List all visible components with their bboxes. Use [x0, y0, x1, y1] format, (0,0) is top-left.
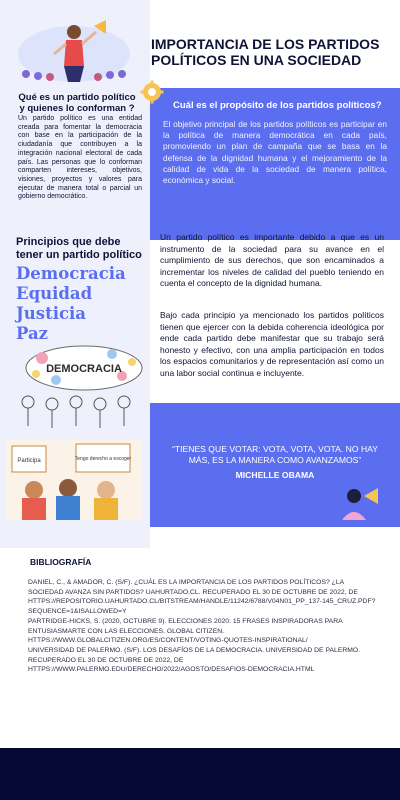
purpose-body: El objetivo principal de los partidos políticos es participar en la política de manera democrática en cada país, promoviendo un plan de campaña que se basa en la defensa de la dignidad humana y el mejoramiento de la calidad de vida de la sociedad de manera política, económica y social. — [163, 119, 387, 186]
page-title: IMPORTANCIA DE LOS PARTIDOS POLÍTICOS EN UNA SOCIEDAD — [151, 36, 380, 68]
bibliography-entry: DANIEL, C., & AMADOR, C. (S/F). ¿CUÁL ES LA IMPORTANCIA DE LOS PARTIDOS POLÍTICOS? ¿LA SOCIEDAD AVANZA SIN PARTIDOS? UAHURTADO.CL. RECUPERADO EL 30 DE OCTUBRE DE 2022, DE HTTPS://REPOSITORIO.UAHURTADO.CL/BITSTREAM/HANDLE/11242/6788/V04N01_PP_137-145_CRUZ.PDF?SEQUENCE=1&ISALLOWED=Y — [28, 579, 376, 616]
principle-item: Equidad — [16, 284, 93, 303]
bibliography-title: BIBLIOGRAFÍA — [30, 557, 92, 567]
what-is-body: Un partido político es una entidad creada para fomentar la democracia con base en la participación de la ciudadanía que contribuyen a la integración nacional electoral de cada país. Las personas que lo conforman comparten intereses, objetivos, visiones, proyectos y valores para ejecutar de manera total o parcial un gobierno democrático. — [18, 115, 142, 201]
importance-paragraph: Un partido político es importante debido a que es un instrumento de la sociedad para su avance en el cumplimiento de sus derechos, que son encaminados a incrementar los niveles de calidad del pueblo teniendo en cuenta el concepto de la dignidad humana. — [160, 232, 384, 289]
principles-list — [16, 264, 126, 344]
protester-illustration — [14, 14, 138, 84]
gear-icon — [140, 80, 164, 104]
purpose-title: Cuál es el propósito de los partidos políticos? — [173, 100, 382, 111]
democracy-bubble-illustration — [12, 340, 148, 430]
principle-item: Justicia — [16, 304, 86, 323]
bibliography-entry: PARTRIDGE-HICKS, S. (2020, OCTUBRE 9). ELECCIONES 2020: 15 FRASES INSPIRADORAS PARA ENTUSIASMARTE CON LAS ELECCIONES. GLOBAL CITIZEN. HTTPS://WWW.GLOBALCITIZEN.ORG/ES/CONTENT/VOTING-QUOTES-INSPIRATIONAL/ — [28, 617, 343, 645]
protest-signs-illustration — [6, 440, 142, 520]
principle-item: Paz — [16, 324, 49, 343]
quote-text: “TIENES QUE VOTAR: VOTA, VOTA, VOTA. NO HAY MÁS, ES LA MANERA COMO AVANZAMOS” — [172, 444, 378, 465]
sign-left-text: Participa — [17, 458, 41, 464]
what-is-title: Qué es un partido político y quienes lo conforman ? — [18, 92, 136, 114]
bubble-text: DEMOCRACIA — [46, 363, 122, 375]
bibliography-entry: UNIVERSIDAD DE PALERMO. (S/F). LOS DESAFÍOS DE LA DEMOCRACIA. UNIVERSIDAD DE PALERMO. RECUPERADO EL 30 DE OCTUBRE DE 2022, DE HTTPS://WWW.PALERMO.EDU/DERECHO/2022/AGOSTO/DESAFIOS-DEMOCRACIA.HTML — [28, 646, 361, 674]
sign-right-text: Tengo derecho a escoger — [74, 456, 132, 462]
principles-paragraph: Bajo cada principio ya mencionado los partidos políticos tienen que ejercer con la debida coherencia ideológica por ende cada partido debe manifestar que su trabajo será honesto y efectivo, con una amplia participación en todos los espacios comunitarios y de representación así como un una labor social continua e incluyente. — [160, 310, 384, 378]
quote-author: MICHELLE OBAMA — [235, 470, 315, 480]
footer-bar — [0, 748, 400, 800]
megaphone-person-icon — [334, 480, 384, 520]
principle-item: Democracia — [16, 264, 126, 283]
bibliography-list — [28, 578, 378, 675]
principles-title: Principios que debe tener un partido político — [16, 236, 142, 261]
